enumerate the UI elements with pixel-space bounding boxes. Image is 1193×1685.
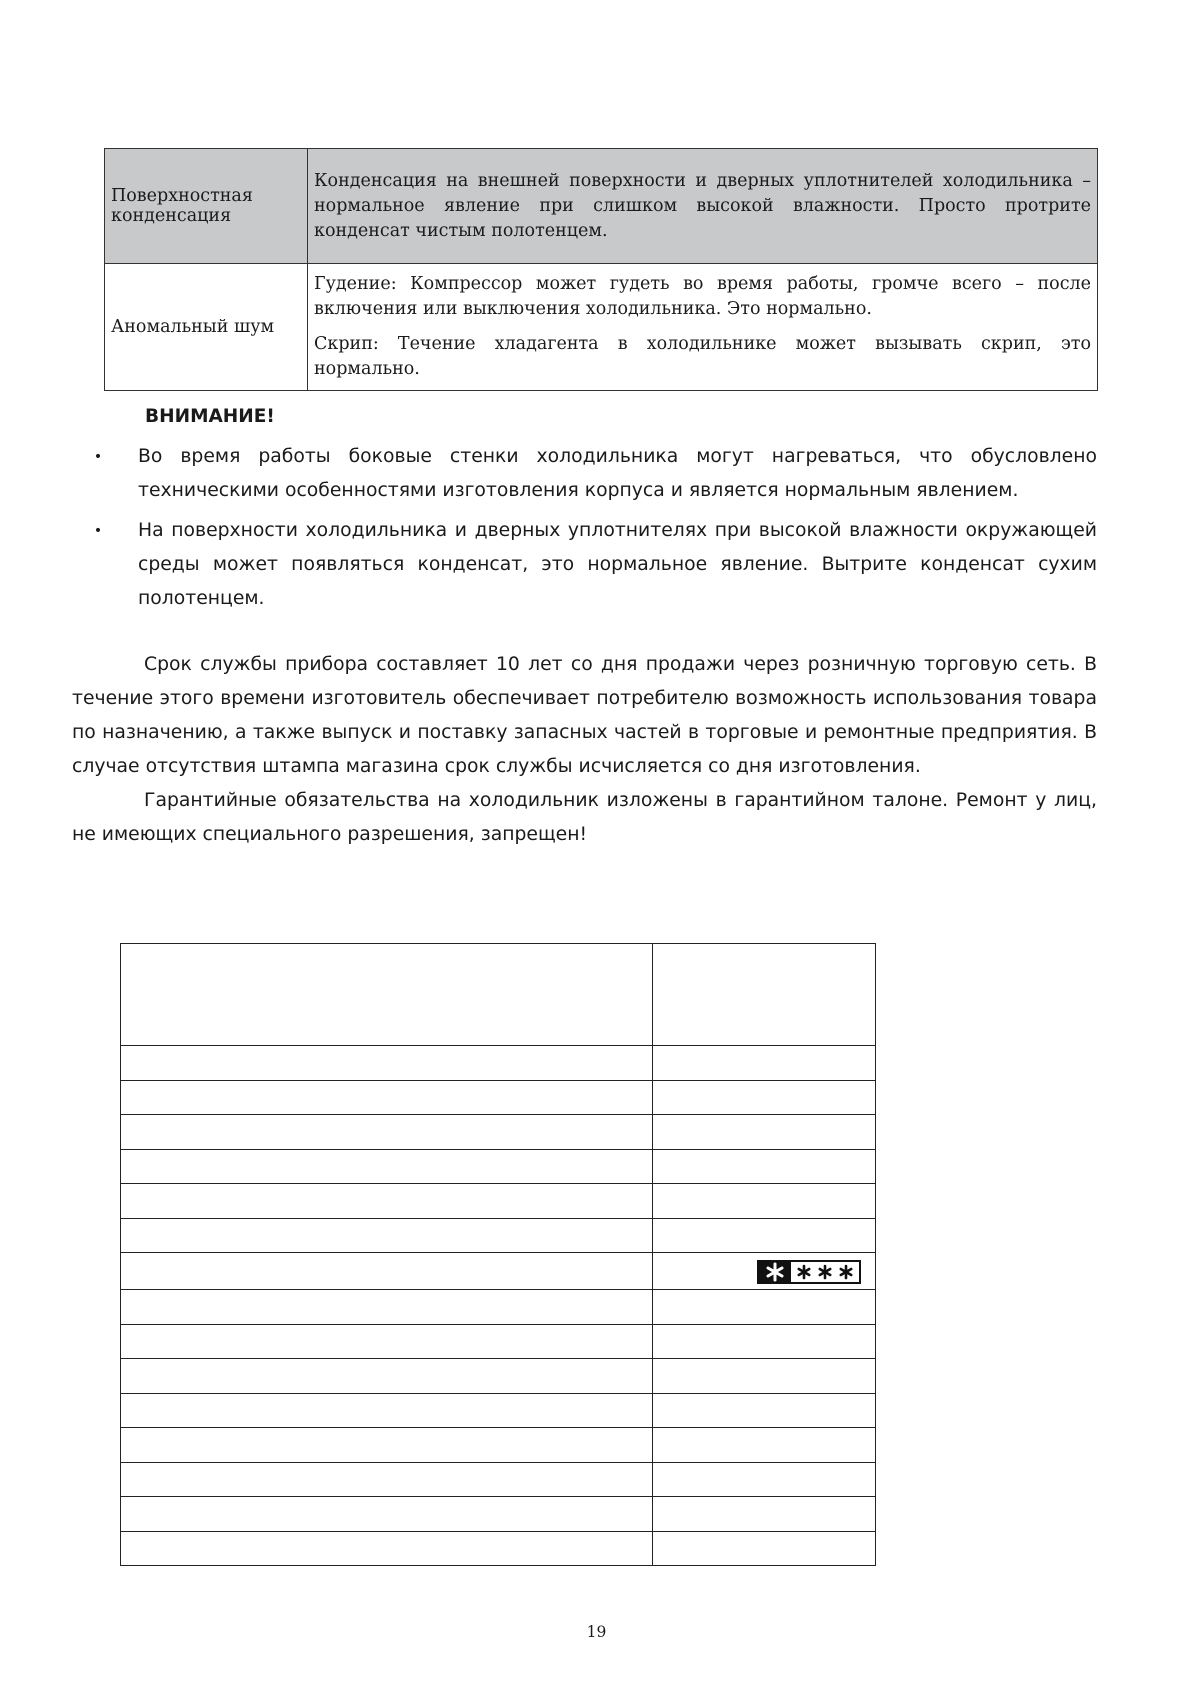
issue-cell: Аномальный шум (105, 264, 308, 391)
grid-cell (121, 1046, 653, 1081)
grid-cell (121, 1531, 653, 1566)
grid-cell (121, 944, 653, 1046)
grid-row (121, 1149, 876, 1184)
grid-row (121, 1497, 876, 1532)
bullet-icon: • (93, 449, 103, 465)
grid-cell (653, 1428, 876, 1463)
big-star-icon-svg (764, 1262, 786, 1282)
grid-cell (653, 1218, 876, 1253)
grid-cell (653, 1497, 876, 1532)
grid-cell (121, 1115, 653, 1150)
grid-cell (121, 1324, 653, 1359)
grid-cell (653, 1253, 876, 1290)
grid-cell (653, 1462, 876, 1497)
grid-cell (653, 1046, 876, 1081)
grid-row (121, 1080, 876, 1115)
grid-cell (653, 1149, 876, 1184)
star-icon (817, 1264, 833, 1280)
solution-text: Скрип: Течение хладагента в холодильнике может вызывать скрип, это нормально. (314, 334, 1091, 379)
grid-row (121, 1324, 876, 1359)
list-item-text: На поверхности холодильника и дверных уплотнителях при высокой влажности окружающей среды может появляться конденсат, это нормальное явление. Вытрите конденсат сухим полотенцем. (138, 520, 1097, 609)
grid-row (121, 1046, 876, 1081)
warning-heading: ВНИМАНИЕ! (145, 406, 275, 427)
grid-row (121, 1359, 876, 1394)
solution-text: Конденсация на внешней поверхности и дверных уплотнителей холодильника – нормальное явление при слишком высокой влажности. Просто протрите конденсат чистым полотенцем. (314, 170, 1091, 241)
grid-row (121, 1184, 876, 1219)
table-row (105, 149, 1098, 264)
grid-cell (121, 1184, 653, 1219)
table-row (105, 264, 1098, 391)
grid-cell (653, 1080, 876, 1115)
solution-text: Гудение: Компрессор может гудеть во время работы, громче всего – после включения или выключения холодильника. Это нормально. (314, 274, 1091, 319)
bullet-icon: • (93, 523, 103, 539)
grid-row (121, 1253, 876, 1290)
solution-cell (308, 264, 1098, 391)
grid-cell (121, 1253, 653, 1290)
grid-cell (121, 1462, 653, 1497)
list-item (92, 440, 1097, 508)
grid-cell (121, 1149, 653, 1184)
grid-row (121, 1218, 876, 1253)
grid-cell (121, 1290, 653, 1325)
grid-cell (121, 1428, 653, 1463)
grid-row (121, 1290, 876, 1325)
troubleshooting-table (104, 148, 1098, 391)
page-number: 19 (586, 1623, 607, 1641)
grid-cell (121, 1497, 653, 1532)
grid-row (121, 1393, 876, 1428)
grid-cell (653, 1393, 876, 1428)
grid-row (121, 1462, 876, 1497)
list-item-text: Во время работы боковые стенки холодильника могут нагреваться, что обусловлено техническими особенностями изготовления корпуса и является нормальным явлением. (138, 446, 1097, 501)
service-life-text (72, 648, 1097, 852)
grid-cell (653, 1184, 876, 1219)
small-stars (791, 1262, 859, 1282)
four-star-freezer-icon (757, 1260, 861, 1284)
grid-cell (121, 1218, 653, 1253)
paragraph: Гарантийные обязательства на холодильник изложены в гарантийном талоне. Ремонт у лиц, не имеющих специального разрешения, запрещен! (72, 790, 1097, 845)
grid-row (121, 1531, 876, 1566)
warning-list (92, 440, 1097, 622)
grid-cell (653, 1531, 876, 1566)
grid-header-row (121, 944, 876, 1046)
issue-cell: Поверхностная конденсация (105, 149, 308, 264)
grid-cell (653, 944, 876, 1046)
grid-cell (653, 1115, 876, 1150)
grid-row (121, 1428, 876, 1463)
star-icon (796, 1264, 812, 1280)
spec-grid (120, 943, 876, 1566)
grid-cell (653, 1324, 876, 1359)
grid-cell (653, 1359, 876, 1394)
big-star-icon (759, 1262, 791, 1282)
grid-cell (121, 1080, 653, 1115)
star-icon (838, 1264, 854, 1280)
grid-cell (121, 1359, 653, 1394)
grid-cell (653, 1290, 876, 1325)
list-item (92, 514, 1097, 616)
grid-row (121, 1115, 876, 1150)
solution-cell (308, 149, 1098, 264)
grid-cell (121, 1393, 653, 1428)
paragraph: Срок службы прибора составляет 10 лет со дня продажи через розничную торговую сеть. В течение этого времени изготовитель обеспечивает потребителю возможность использования товара по назначению, а также выпуск и поставку запасных частей в торговые и ремонтные предприятия. В случае отсутствия штампа магазина срок службы исчисляется со дня изготовления. (72, 654, 1097, 777)
